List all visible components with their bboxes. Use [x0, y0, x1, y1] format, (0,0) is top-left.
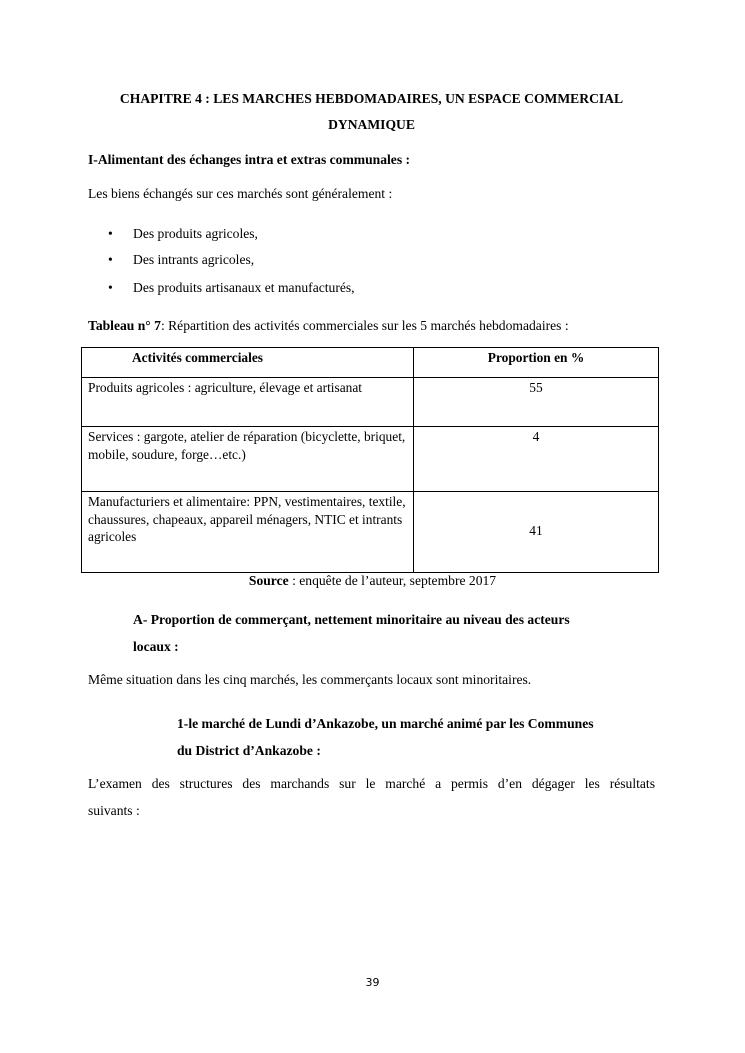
subsection-1-text-line-1: L’examen des structures des marchands sur le marché a permis d’en dégager les résultats [88, 776, 655, 791]
table-row [82, 492, 659, 573]
table-cell-activity: Produits agricoles : agriculture, élevage et artisanat [82, 378, 414, 427]
table-cell-activity: Manufacturiers et alimentaire: PPN, vestimentaires, textile, chaussures, chapeaux, appareil ménagers, NTIC et intrants agricoles [82, 492, 414, 573]
table-header-activities: Activités commerciales [82, 348, 414, 378]
activities-table [81, 347, 659, 573]
table-cell-proportion: 55 [414, 378, 659, 427]
table-caption-label: Tableau n° 7 [88, 318, 161, 333]
table-row [82, 378, 659, 427]
page-number: 39 [365, 976, 380, 989]
bullet-marker: • [108, 252, 113, 267]
table-caption-text: : Répartition des activités commerciales sur les 5 marchés hebdomadaires : [160, 318, 569, 333]
source-text: : enquête de l’auteur, septembre 2017 [288, 573, 497, 588]
source-label: Source [248, 573, 289, 588]
list-item: Des produits artisanaux et manufacturés, [133, 280, 355, 295]
bullet-marker: • [108, 280, 113, 295]
table-cell-proportion: 41 [414, 492, 659, 573]
chapter-title-line-2: DYNAMIQUE [328, 117, 415, 132]
table-header-proportion: Proportion en % [414, 348, 659, 378]
section-intro: Les biens échangés sur ces marchés sont généralement : [88, 186, 393, 201]
bullet-marker: • [108, 226, 113, 241]
chapter-title-line-1: CHAPITRE 4 : LES MARCHES HEBDOMADAIRES, UN ESPACE COMMERCIAL [119, 91, 624, 106]
table-source [0, 573, 745, 589]
subsection-a-heading-line-1: A- Proportion de commerçant, nettement minoritaire au niveau des acteurs [133, 612, 570, 627]
table-header-row [82, 348, 659, 378]
table-cell-proportion: 4 [414, 427, 659, 492]
subsection-a-heading-line-2: locaux : [133, 639, 179, 654]
section-heading: I-Alimentant des échanges intra et extras communales : [88, 152, 411, 167]
subsection-1-text-line-2: suivants : [88, 803, 140, 818]
subsection-1-heading-line-1: 1-le marché de Lundi d’Ankazobe, un marché animé par les Communes [177, 716, 594, 731]
table-caption [88, 318, 569, 334]
subsection-1-heading-line-2: du District d’Ankazobe : [177, 743, 321, 758]
list-item: Des produits agricoles, [133, 226, 258, 241]
table-cell-activity: Services : gargote, atelier de réparation (bicyclette, briquet, mobile, soudure, forge…etc.) [82, 427, 414, 492]
list-item: Des intrants agricoles, [133, 252, 255, 267]
table-row [82, 427, 659, 492]
subsection-a-text: Même situation dans les cinq marchés, les commerçants locaux sont minoritaires. [88, 672, 532, 687]
